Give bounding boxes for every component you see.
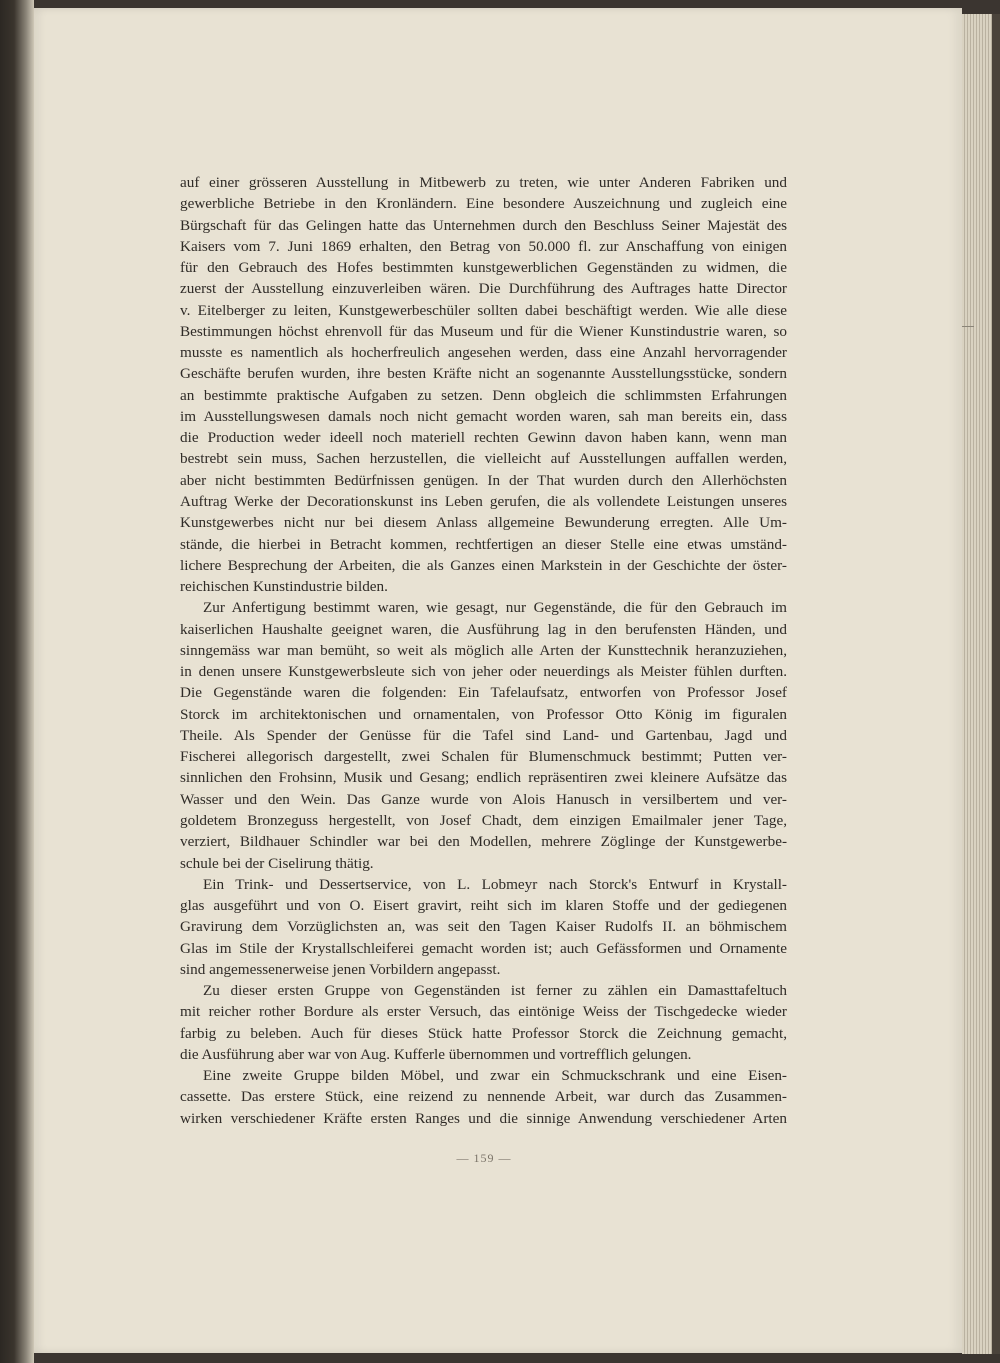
text-line: an bestimmte praktische Aufgaben zu setzen. Denn obgleich die schlimmsten Erfahrungen: [180, 386, 787, 404]
text-line: die Production weder ideell noch materiell rechten Gewinn davon haben kann, wenn man: [180, 429, 787, 447]
text-line: stände, die hierbei in Betracht kommen, rechtfertigen an dieser Stelle eine etwas umständ-: [180, 535, 787, 553]
text-line: in denen unsere Kunstgewerbsleute sich von jeher oder neuerdings als Meister fühlen durften.: [180, 663, 787, 681]
text-line: Wasser und den Wein. Das Ganze wurde von Alois Hanusch in versilbertem und ver-: [180, 790, 787, 808]
text-line: glas ausgeführt und von O. Eisert gravirt, reiht sich im klaren Stoffe und der gediegenen: [180, 897, 787, 915]
text-line: Kaisers vom 7. Juni 1869 erhalten, den Betrag von 50.000 fl. zur Anschaffung von einigen: [180, 237, 787, 255]
text-line: zuerst der Ausstellung einzuverleiben wären. Die Durchführung des Auftrages hatte Director: [180, 280, 787, 298]
text-line: v. Eitelberger zu leiten, Kunstgewerbeschüler sollten dabei beschäftigt werden. Wie alle diese: [180, 301, 787, 319]
text-line: Glas im Stile der Krystallschleiferei gemacht worden ist; auch Gefässformen und Ornamente: [180, 939, 787, 957]
text-line: verziert, Bildhauer Schindler war bei den Modellen, mehrere Zöglinge der Kunstgewerbe-: [180, 833, 787, 851]
text-line: im Ausstellungswesen damals noch nicht gemacht worden waren, sah man bereits ein, dass: [180, 407, 787, 425]
text-line: Auftrag Werke der Decorationskunst ins Leben gerufen, die als vollendete Leistungen unseres: [180, 492, 787, 510]
text-line: sinngemäss war man bemüht, so weit als möglich alle Arten der Kunsttechnik heranzuziehen,: [180, 641, 787, 659]
text-line: reichischen Kunstindustrie bilden.: [180, 578, 388, 596]
text-line: aber nicht bestimmten Bedürfnissen genügen. In der That wurden durch den Allerhöchsten: [180, 471, 787, 489]
text-line: bestrebt sein muss, Sachen herzustellen, die vielleicht auf Ausstellungen auffallen werden,: [180, 450, 787, 468]
text-line: Fischerei allegorisch dargestellt, zwei Schalen für Blumenschmuck bestimmt; Putten ver-: [180, 748, 787, 766]
text-line: sinnlichen den Frohsinn, Musik und Gesang; endlich repräsentiren zwei kleinere Aufsätze das: [180, 769, 787, 787]
text-line: musste es namentlich als hocherfreulich angesehen werden, dass eine Anzahl hervorragender: [180, 344, 787, 362]
text-line: Ein Trink- und Dessertservice, von L. Lobmeyr nach Storck's Entwurf in Krystall-: [203, 875, 787, 893]
text-line: mit reicher rother Bordure als erster Versuch, das eintönige Weiss der Tischgedecke wieder: [180, 1003, 787, 1021]
text-line: cassette. Das erstere Stück, eine reizend zu nennende Arbeit, war durch das Zusammen-: [180, 1088, 787, 1106]
text-line: kaiserlichen Haushalte geeignet waren, die Ausführung lag in den berufensten Händen, und: [180, 620, 787, 638]
text-line: farbig zu beleben. Auch für dieses Stück hatte Professor Storck die Zeichnung gemacht,: [180, 1024, 787, 1042]
text-line: Bestimmungen höchst ehrenvoll für das Museum und für die Wiener Kunstindustrie waren, so: [180, 322, 787, 340]
text-line: Gravirung dem Vorzüglichsten an, was seit den Tagen Kaiser Rudolfs II. an böhmischem: [180, 918, 787, 936]
text-line: wirken verschiedener Kräfte ersten Ranges und die sinnige Anwendung verschiedener Arten: [180, 1109, 787, 1127]
book-cover-edge: [992, 14, 1000, 1354]
text-line: Eine zweite Gruppe bilden Möbel, und zwar ein Schmuckschrank und eine Eisen-: [203, 1067, 787, 1085]
text-line: Kunstgewerbes nicht nur bei diesem Anlass allgemeine Bewunderung erregten. Alle Um-: [180, 514, 787, 532]
text-line: auf einer grösseren Ausstellung in Mitbewerb zu treten, wie unter Anderen Fabriken und: [180, 174, 787, 191]
text-line: Bürgschaft für das Gelingen hatte das Unternehmen durch den Beschluss Seiner Majestät des: [180, 216, 787, 234]
text-line: goldetem Bronzeguss hergestellt, von Josef Chadt, dem einzigen Emailmaler jener Tage,: [180, 811, 787, 829]
text-line: Storck im architektonischen und ornamentalen, von Professor Otto König im figuralen: [180, 705, 787, 723]
text-line: Zu dieser ersten Gruppe von Gegenständen ist ferner zu zählen ein Damasttafeltuch: [203, 982, 787, 1000]
text-line: schule bei der Ciselirung thätig.: [180, 854, 374, 872]
text-line: Die Gegenstände waren die folgenden: Ein Tafelaufsatz, entworfen von Professor Josef: [180, 684, 787, 702]
text-line: Geschäfte berufen wurden, ihre besten Kräfte nicht an sogenannte Ausstellungsstücke, sondern: [180, 365, 787, 383]
page-number: — 159 —: [456, 1151, 512, 1165]
text-line: für den Gebrauch des Hofes bestimmten kunstgewerblichen Gegenständen zu widmen, die: [180, 259, 787, 277]
text-line: Theile. Als Spender der Genüsse für die Tafel sind Land- und Gartenbau, Jagd und: [180, 726, 787, 744]
text-line: gewerbliche Betriebe in den Kronländern. Eine besondere Auszeichnung und zugleich eine: [180, 195, 787, 213]
text-line: die Ausführung aber war von Aug. Kufferle übernommen und vortrefflich gelungen.: [180, 1045, 692, 1063]
margin-mark: [962, 326, 974, 327]
text-line: Zur Anfertigung bestimmt waren, wie gesagt, nur Gegenstände, die für den Gebrauch im: [203, 599, 787, 617]
text-line: lichere Besprechung der Arbeiten, die als Ganzes einen Markstein in der Geschichte der öster-: [180, 556, 787, 574]
body-text: [180, 172, 787, 1129]
text-line: sind angemessenerweise jenen Vorbildern angepasst.: [180, 960, 501, 978]
